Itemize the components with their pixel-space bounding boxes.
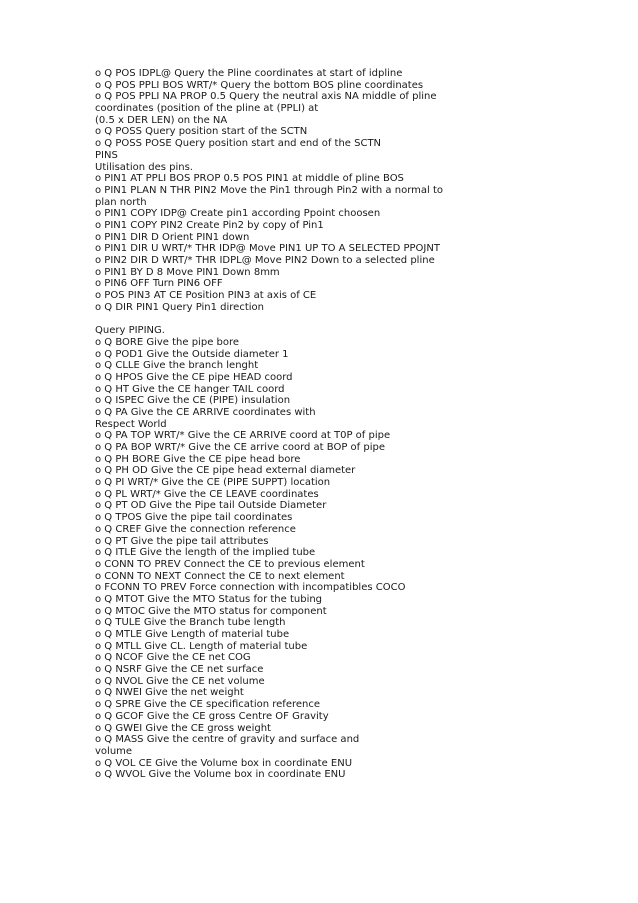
text-line: o Q MTLL Give CL. Length of material tube [95,640,308,652]
text-line: o Q DIR PIN1 Query Pin1 direction [95,301,264,313]
text-line: Utilisation des pins. [95,161,193,173]
text-line: o Q TPOS Give the pipe tail coordinates [95,512,293,524]
text-line: o CONN TO PREV Connect the CE to previous element [95,558,365,570]
text-line: o Q PA BOP WRT/* Give the CE arrive coord at BOP of pipe [95,442,385,453]
text-line: o PIN1 COPY PIN2 Create Pin2 by copy of Pin1 [95,219,324,231]
text-line: o Q PT Give the pipe tail attributes [95,535,269,547]
text-line: o PIN1 COPY IDP@ Create pin1 according Ppoint choosen [95,208,381,220]
text-line: o Q MTLE Give Length of material tube [95,629,290,640]
text-line: o Q MTOC Give the MTO status for component [95,605,327,617]
text-line: o Q PA TOP WRT/* Give the CE ARRIVE coord at T0P of pipe [95,430,391,442]
text-line: o FCONN TO PREV Force connection with incompatibles COCO [95,582,406,594]
text-line: o Q POD1 Give the Outside diameter 1 [95,348,289,360]
text-line: o Q BORE Give the pipe bore [95,336,240,348]
text-line: o Q ISPEC Give the CE (PIPE) insulation [95,395,291,407]
text-line: o Q CLLE Give the branch lenght [95,360,259,372]
query-piping-section [95,325,615,781]
text-line: o Q HT Give the CE hanger TAIL coord [95,383,285,395]
text-line: o Q POS IDPL@ Query the Pline coordinates at start of idpline [95,68,403,79]
text-line: o PIN6 OFF Turn PIN6 OFF [95,278,223,290]
text-line: o Q PA Give the CE ARRIVE coordinates with [95,406,316,418]
text-line: coordinates (position of the pline at (PPLI) at [95,103,319,115]
text-line: o Q PT OD Give the Pipe tail Outside Diameter [95,500,327,512]
text-line: plan north [95,196,147,208]
text-line: Query PIPING. [95,325,165,337]
section-spacer [95,313,615,325]
text-line: o PIN2 DIR D WRT/* THR IDPL@ Move PIN2 Down to a selected pline [95,255,435,266]
text-line: o Q GCOF Give the CE gross Centre OF Gravity [95,710,329,722]
text-line: o PIN1 PLAN N THR PIN2 Move the Pin1 through Pin2 with a normal to [95,184,443,196]
pline-and-pins-section [95,68,615,313]
text-line: o Q MASS Give the centre of gravity and surface and [95,734,360,746]
text-line: o Q PI WRT/* Give the CE (PIPE SUPPT) location [95,477,331,489]
text-line: o Q NSRF Give the CE net surface [95,664,264,676]
document-body [95,68,615,781]
text-line: o Q POSS Query position start of the SCTN [95,126,308,138]
text-line: o Q PH BORE Give the CE pipe head bore [95,453,301,465]
text-line: o Q VOL CE Give the Volume box in coordinate ENU [95,757,353,769]
text-line: o Q TULE Give the Branch tube length [95,617,286,629]
text-line: o Q GWEI Give the CE gross weight [95,722,271,734]
text-line: o Q NCOF Give the CE net COG [95,652,251,664]
text-line: o Q PL WRT/* Give the CE LEAVE coordinates [95,488,319,500]
text-line: o Q NVOL Give the CE net volume [95,675,265,687]
text-line: o Q HPOS Give the CE pipe HEAD coord [95,371,293,383]
text-line: o Q ITLE Give the length of the implied tube [95,547,316,559]
text-line: Respect World [95,418,167,430]
text-line: o Q CREF Give the connection reference [95,523,296,535]
text-line: o Q POS PPLI NA PROP 0.5 Query the neutral axis NA middle of pline [95,91,437,103]
text-line: o PIN1 BY D 8 Move PIN1 Down 8mm [95,266,280,278]
text-line: o Q MTOT Give the MTO Status for the tubing [95,593,323,605]
text-line: PINS [95,149,118,161]
text-line: o Q PH OD Give the CE pipe head external diameter [95,465,356,477]
text-line: o Q POSS POSE Query position start and end of the SCTN [95,138,382,150]
text-line: o PIN1 AT PPLI BOS PROP 0.5 POS PIN1 at middle of pline BOS [95,173,404,185]
text-line: o CONN TO NEXT Connect the CE to next element [95,570,345,582]
text-line: o PIN1 DIR U WRT/* THR IDP@ Move PIN1 UP TO A SELECTED PPOJNT [95,243,440,255]
text-line: o Q WVOL Give the Volume box in coordinate ENU [95,769,346,781]
text-line: volume [95,745,133,757]
text-line: (0.5 x DER LEN) on the NA [95,114,228,126]
text-line: o Q SPRE Give the CE specification reference [95,699,321,711]
text-line: o Q NWEI Give the net weight [95,687,244,699]
text-line: o PIN1 DIR D Orient PIN1 down [95,231,250,243]
text-line: o Q POS PPLI BOS WRT/* Query the bottom BOS pline coordinates [95,79,424,91]
text-line: o POS PIN3 AT CE Position PIN3 at axis of CE [95,290,317,302]
